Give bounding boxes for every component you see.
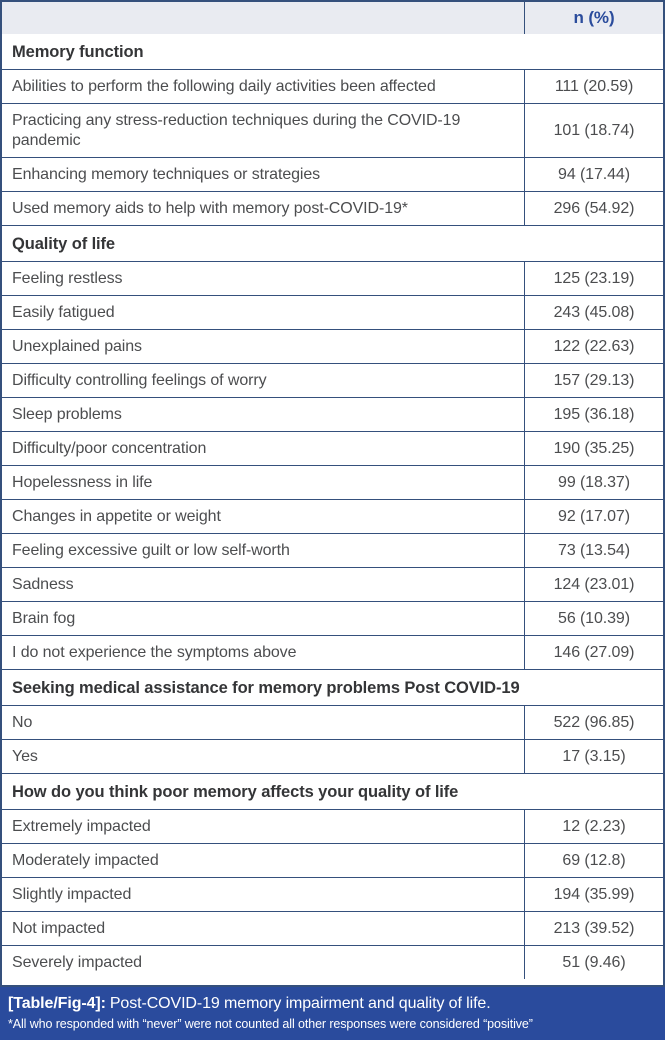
row-value: 146 (27.09) bbox=[524, 636, 663, 669]
header-value-cell: n (%) bbox=[524, 2, 663, 34]
table-footnote: *All who responded with “never” were not counted all other responses were considered “positive” bbox=[8, 1017, 533, 1031]
row-label: Sadness bbox=[12, 576, 74, 593]
table-row bbox=[2, 705, 663, 739]
table-row bbox=[2, 69, 663, 103]
row-label: No bbox=[12, 714, 33, 731]
row-label: Enhancing memory techniques or strategies bbox=[12, 166, 321, 183]
row-label: Abilities to perform the following daily activities been affected bbox=[12, 78, 436, 95]
row-label: Feeling excessive guilt or low self-worth bbox=[12, 542, 290, 559]
table-rows bbox=[2, 34, 663, 979]
row-label: Slightly impacted bbox=[12, 886, 132, 903]
table-row bbox=[2, 499, 663, 533]
row-value: 12 (2.23) bbox=[524, 810, 663, 843]
table-row bbox=[2, 397, 663, 431]
row-value: 190 (35.25) bbox=[524, 432, 663, 465]
row-value: 69 (12.8) bbox=[524, 844, 663, 877]
table-row bbox=[2, 601, 663, 635]
table-row bbox=[2, 191, 663, 225]
row-label: Feeling restless bbox=[12, 270, 123, 287]
row-value: 73 (13.54) bbox=[524, 534, 663, 567]
table-caption bbox=[8, 993, 655, 1014]
row-label: Moderately impacted bbox=[12, 852, 159, 869]
table-row bbox=[2, 567, 663, 601]
row-value: 101 (18.74) bbox=[524, 104, 663, 157]
section-label: How do you think poor memory affects your quality of life bbox=[12, 783, 459, 801]
row-label: Used memory aids to help with memory post-COVID-19* bbox=[12, 200, 408, 217]
row-label: I do not experience the symptoms above bbox=[12, 644, 297, 661]
table-row bbox=[2, 103, 663, 157]
row-value: 157 (29.13) bbox=[524, 364, 663, 397]
table-row bbox=[2, 295, 663, 329]
row-value: 94 (17.44) bbox=[524, 158, 663, 191]
row-label: Not impacted bbox=[12, 920, 106, 937]
row-label: Hopelessness in life bbox=[12, 474, 153, 491]
table-row bbox=[2, 157, 663, 191]
row-value: 195 (36.18) bbox=[524, 398, 663, 431]
row-value: 213 (39.52) bbox=[524, 912, 663, 945]
caption-tag: [Table/Fig-4]: bbox=[8, 995, 106, 1012]
row-value: 243 (45.08) bbox=[524, 296, 663, 329]
table-row bbox=[2, 465, 663, 499]
row-label: Changes in appetite or weight bbox=[12, 508, 221, 525]
row-value: 125 (23.19) bbox=[524, 262, 663, 295]
section-label: Seeking medical assistance for memory problems Post COVID-19 bbox=[12, 679, 520, 697]
section-row bbox=[2, 34, 663, 69]
caption-band bbox=[0, 987, 665, 1040]
row-label: Unexplained pains bbox=[12, 338, 142, 355]
row-label: Easily fatigued bbox=[12, 304, 115, 321]
table-row bbox=[2, 635, 663, 669]
row-value: 122 (22.63) bbox=[524, 330, 663, 363]
row-value: 56 (10.39) bbox=[524, 602, 663, 635]
table-row bbox=[2, 431, 663, 465]
table-row bbox=[2, 329, 663, 363]
row-label: Sleep problems bbox=[12, 406, 122, 423]
row-value: 124 (23.01) bbox=[524, 568, 663, 601]
table-row bbox=[2, 533, 663, 567]
row-label: Practicing any stress-reduction techniques during the COVID-19 pandemic bbox=[12, 112, 461, 149]
row-value: 51 (9.46) bbox=[524, 946, 663, 979]
row-label: Extremely impacted bbox=[12, 818, 151, 835]
caption-text: Post-COVID-19 memory impairment and quality of life. bbox=[109, 995, 491, 1012]
table-row bbox=[2, 945, 663, 979]
row-label: Difficulty controlling feelings of worry bbox=[12, 372, 267, 389]
row-label: Severely impacted bbox=[12, 954, 142, 971]
table-row bbox=[2, 363, 663, 397]
row-label: Difficulty/poor concentration bbox=[12, 440, 207, 457]
table-row bbox=[2, 809, 663, 843]
row-value: 194 (35.99) bbox=[524, 878, 663, 911]
table-row bbox=[2, 261, 663, 295]
header-empty-cell bbox=[2, 2, 524, 34]
table-row bbox=[2, 911, 663, 945]
row-label: Yes bbox=[12, 748, 38, 765]
row-label: Brain fog bbox=[12, 610, 76, 627]
table-row bbox=[2, 877, 663, 911]
row-value: 111 (20.59) bbox=[524, 70, 663, 103]
table-row bbox=[2, 739, 663, 773]
row-value: 522 (96.85) bbox=[524, 706, 663, 739]
table-row bbox=[2, 843, 663, 877]
section-label: Memory function bbox=[12, 43, 144, 61]
section-label: Quality of life bbox=[12, 235, 116, 253]
row-value: 17 (3.15) bbox=[524, 740, 663, 773]
table-header-row bbox=[2, 2, 663, 34]
row-value: 92 (17.07) bbox=[524, 500, 663, 533]
row-value: 296 (54.92) bbox=[524, 192, 663, 225]
section-row bbox=[2, 225, 663, 261]
row-value: 99 (18.37) bbox=[524, 466, 663, 499]
section-row bbox=[2, 669, 663, 705]
section-row bbox=[2, 773, 663, 809]
